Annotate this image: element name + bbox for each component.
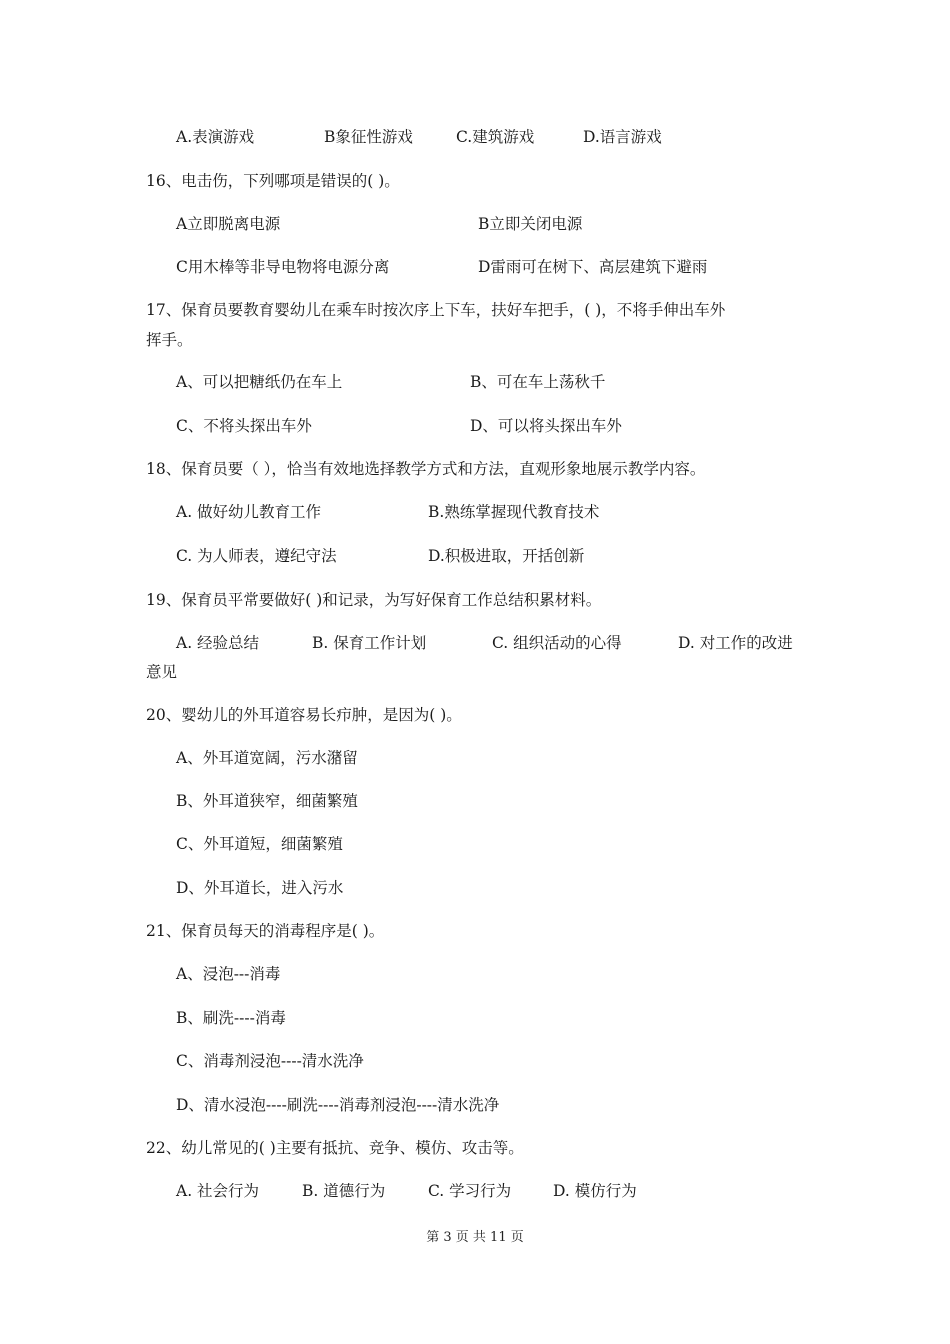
q21-stem: 21、保育员每天的消毒程序是( )。 (146, 922, 385, 940)
q22-stem: 22、幼儿常见的( )主要有抵抗、竞争、模仿、攻击等。 (146, 1139, 524, 1157)
q20-option-a: A、外耳道宽阔，污水潴留 (176, 749, 358, 767)
q18-stem: 18、保育员要（ ），恰当有效地选择教学方式和方法，直观形象地展示教学内容。 (146, 460, 706, 478)
q20-option-c: C、外耳道短，细菌繁殖 (176, 835, 343, 853)
page-footer: 第 3 页 共 11 页 (426, 1230, 524, 1245)
q16-option-b: B立即关闭电源 (478, 215, 583, 233)
q19-option-b: B. 保育工作计划 (312, 634, 427, 652)
q15-option-b: B象征性游戏 (324, 128, 413, 146)
q21-option-d: D、清水浸泡----刷洗----消毒剂浸泡----清水洗净 (176, 1096, 500, 1114)
q15-option-d: D.语言游戏 (583, 128, 662, 146)
q17-stem-line1: 17、保育员要教育婴幼儿在乘车时按次序上下车，扶好车把手，( )，不将手伸出车外 (146, 301, 726, 319)
q20-stem: 20、婴幼儿的外耳道容易长疖肿，是因为( )。 (146, 706, 462, 724)
q21-option-c: C、消毒剂浸泡----清水洗净 (176, 1052, 364, 1070)
q15-option-a: A.表演游戏 (176, 128, 255, 146)
q17-stem-line2: 挥手。 (146, 331, 193, 349)
q20-option-d: D、外耳道长，进入污水 (176, 879, 344, 897)
q21-option-b: B、刷洗----消毒 (176, 1009, 286, 1027)
q18-option-c: C. 为人师表，遵纪守法 (176, 547, 337, 565)
q19-stem: 19、保育员平常要做好( )和记录，为写好保育工作总结积累材料。 (146, 591, 602, 609)
q17-option-a: A、可以把糖纸仍在车上 (176, 373, 343, 391)
q20-option-b: B、外耳道狭窄，细菌繁殖 (176, 792, 358, 810)
q21-option-a: A、浸泡---消毒 (176, 965, 281, 983)
q18-option-b: B.熟练掌握现代教育技术 (428, 503, 600, 521)
q15-option-c: C.建筑游戏 (456, 128, 535, 146)
q16-option-a: A立即脱离电源 (176, 215, 281, 233)
q22-option-a: A. 社会行为 (176, 1182, 260, 1200)
q19-option-d: D. 对工作的改进 (678, 634, 793, 652)
q19-option-a: A. 经验总结 (176, 634, 260, 652)
q19-option-d-wrap: 意见 (146, 663, 178, 681)
q17-option-d: D、可以将头探出车外 (470, 417, 622, 435)
q17-option-c: C、不将头探出车外 (176, 417, 312, 435)
q22-option-c: C. 学习行为 (428, 1182, 512, 1200)
q18-option-a: A. 做好幼儿教育工作 (176, 503, 322, 521)
q17-option-b: B、可在车上荡秋千 (470, 373, 606, 391)
q19-option-c: C. 组织活动的心得 (492, 634, 622, 652)
q18-option-d: D.积极进取，开括创新 (428, 547, 585, 565)
q22-option-d: D. 模仿行为 (553, 1182, 637, 1200)
q16-option-d: D雷雨可在树下、高层建筑下避雨 (478, 258, 708, 276)
q16-stem: 16、电击伤，下列哪项是错误的( )。 (146, 172, 400, 190)
q22-option-b: B. 道德行为 (302, 1182, 386, 1200)
q16-option-c: C用木棒等非导电物将电源分离 (176, 258, 390, 276)
